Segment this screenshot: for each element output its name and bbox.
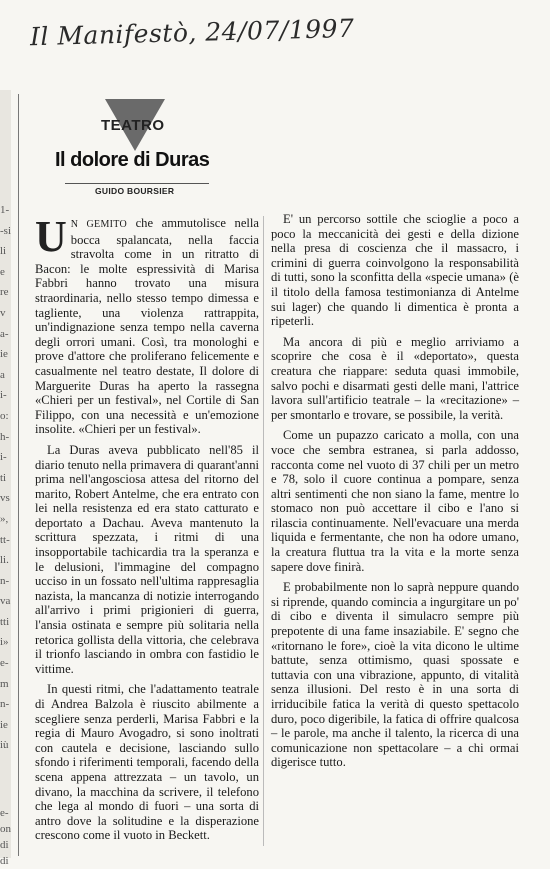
margin-fragment: vs	[0, 492, 10, 505]
margin-fragment: di	[0, 855, 9, 867]
article-column-right	[271, 212, 519, 770]
margin-fragment: ie	[0, 348, 8, 361]
byline-divider	[65, 183, 209, 184]
margin-fragment: h-	[0, 430, 10, 443]
article-headline: Il dolore di Duras	[55, 149, 210, 171]
margin-fragment: 1-	[0, 204, 10, 216]
margin-fragment: di	[0, 839, 9, 851]
article-paragraph: Ma ancora di più e meglio arriviamo a scoprire che cosa è il «deportato», questa creatura che riappare: seduta quasi immobile, salvo pochi e disarmati gesti delle mani, l'attrice lavora sull'artificio teatrale – la «recitazione» – per smontarlo e trovare, se possibile, la verità.	[271, 334, 519, 422]
left-margin-fragments	[0, 200, 14, 756]
lead-smallcaps: N GEMITO	[70, 219, 128, 230]
margin-fragment: m	[0, 677, 9, 690]
margin-fragment: i»	[0, 636, 9, 649]
article-paragraph: La Duras aveva pubblicato nell'85 il diario tenuto nella primavera di quarant'anni prima nell'angosciosa attesa del ritorno del marito, Robert Antelme, che era entrato con lei nella resistenza ed era stato catturato e deportato a Dachau. Aveva mantenuto la scrittura spezzata, i ritmi di una insopportabile tachicardia tra la speranza e le delusioni, l'immagine del compagno ucciso in un fossato nell'ultima rappresaglia nazista, la mancanza di notizie interrogando all'arrivo i primi prigionieri di guerra, l'ansia ostinata e sempre più solitaria nella retorica gollista della vittoria, che celebrava il trionfo lasciando in ombra con fastidio le vittime.	[35, 442, 259, 676]
handwritten-source-note: Il Manifestò, 24/07/1997	[29, 13, 355, 52]
article-paragraph: In questi ritmi, che l'adattamento teatrale di Andrea Balzola è riuscito abilmente a scegliere senza perderli, Marisa Fabbri e la regia di Mauro Avogadro, si sono inoltrati con cautela e decisione, lasciando sullo sfondo i riferimenti temporali, facendo della scena appena attrezzata – un tavolo, un divano, la macchina da scrivere, il telefono che lega al mondo di fuori – una sorta di antro dove la solitudine e la disperazione crescono come il vuoto in Beckett.	[35, 682, 259, 843]
margin-fragment: o:	[0, 409, 9, 422]
column-divider	[263, 216, 264, 846]
margin-fragment: ie	[0, 718, 8, 731]
margin-fragment: a	[0, 368, 5, 381]
margin-fragment: li	[0, 245, 7, 258]
section-label: TEATRO	[101, 117, 165, 134]
margin-fragment: re	[0, 286, 9, 299]
margin-fragment: e-	[0, 807, 9, 819]
article-paragraph: E' un percorso sottile che scioglie a poco a poco la meccanicità dei gesti e della dizione nella presa di coscienza che il massacro, i crimini di guerra coinvolgono la responsabilità di tutti, sono la sconfitta della «specie umana» (è il titolo della famosa testimonianza di Antelme sui lager) che quando li dimentica è pronta a ripeterli.	[271, 212, 519, 329]
margin-fragment: e-	[0, 657, 9, 670]
article-paragraph: E probabilmente non lo saprà neppure quando si riprende, quando comincia a ingurgitare un po' di cibo e diventa il simulacro sempre più prepotente di una fame insaziabile. E' segno che «ritornano le fore», cioè la vita dicono le ultime battute, senza ottimismo, quasi spossate e tuttavia con una vibrazione, appunto, di vitalità senza illusioni. Del resto è in una sorta di irriducibile fatica la verità di questo spettacolo duro, poco digeribile, la fatica di offrire qualcosa – le parole, ma anche il talento, la ricerca di una comunicazione non spettacolare – a chi ormai digerisce tutto.	[271, 580, 519, 770]
margin-fragment: va	[0, 595, 11, 608]
margin-fragment: -si	[0, 224, 11, 237]
margin-fragment: a-	[0, 327, 9, 340]
drop-cap: U	[35, 212, 67, 261]
margin-fragment: iù	[0, 739, 9, 752]
article-paragraph: Come un pupazzo caricato a molla, con una voce che sembra estranea, si parla addosso, racconta come nel vuoto di 37 chili per un metro e 78, solo il cuore continua a pompare, senza altri sentimenti che non siano la fame, mentre lo stomaco non può accettare il cibo e l'ano si rilascia continuamente. Nell'evacuare una merda liquida e fermentante, che non ha odore umano, la creatura fluttua tra la vita e la morte senza sapere dove finirà.	[271, 428, 519, 574]
margin-fragment: tt-	[0, 533, 10, 546]
paragraph-text: che ammutolisce nella bocca spalancata, nella faccia stravolta come in un ritratto di Bacon: le molte espressività di Marisa Fabbri hanno trovato una misura straordinaria, nello stesso tempo dimessa e tagliente, una violenza rattrappita, un'indignazione senza tempo nella caverna degli orrori umani. Così, tra monologhi e prove d'attore che proliferano felicemente e casualmente nel teatro destate, Il dolore di Marguerite Duras ha aperto la rassegna «Chieri per un festival», nel Cortile di San Filippo, con una necessità e un'emozione insolite. «Chieri per un festival».	[35, 216, 259, 437]
margin-fragment: tti	[0, 615, 10, 628]
margin-fragment: »,	[0, 512, 9, 525]
article-column-left	[35, 212, 259, 843]
bottom-margin-fragments	[0, 805, 14, 869]
margin-fragment: ti	[0, 471, 7, 484]
margin-fragment: li.	[0, 554, 9, 567]
margin-fragment: v	[0, 306, 6, 319]
margin-fragment: n-	[0, 574, 10, 587]
article-paragraph	[35, 212, 259, 437]
margin-fragment: e	[0, 265, 5, 278]
margin-fragment: on	[0, 823, 11, 835]
margin-fragment: n-	[0, 698, 10, 711]
article-byline: GUIDO BOURSIER	[95, 186, 175, 196]
newspaper-article	[18, 94, 529, 856]
margin-fragment: i-	[0, 451, 7, 464]
margin-fragment: i-	[0, 389, 7, 402]
